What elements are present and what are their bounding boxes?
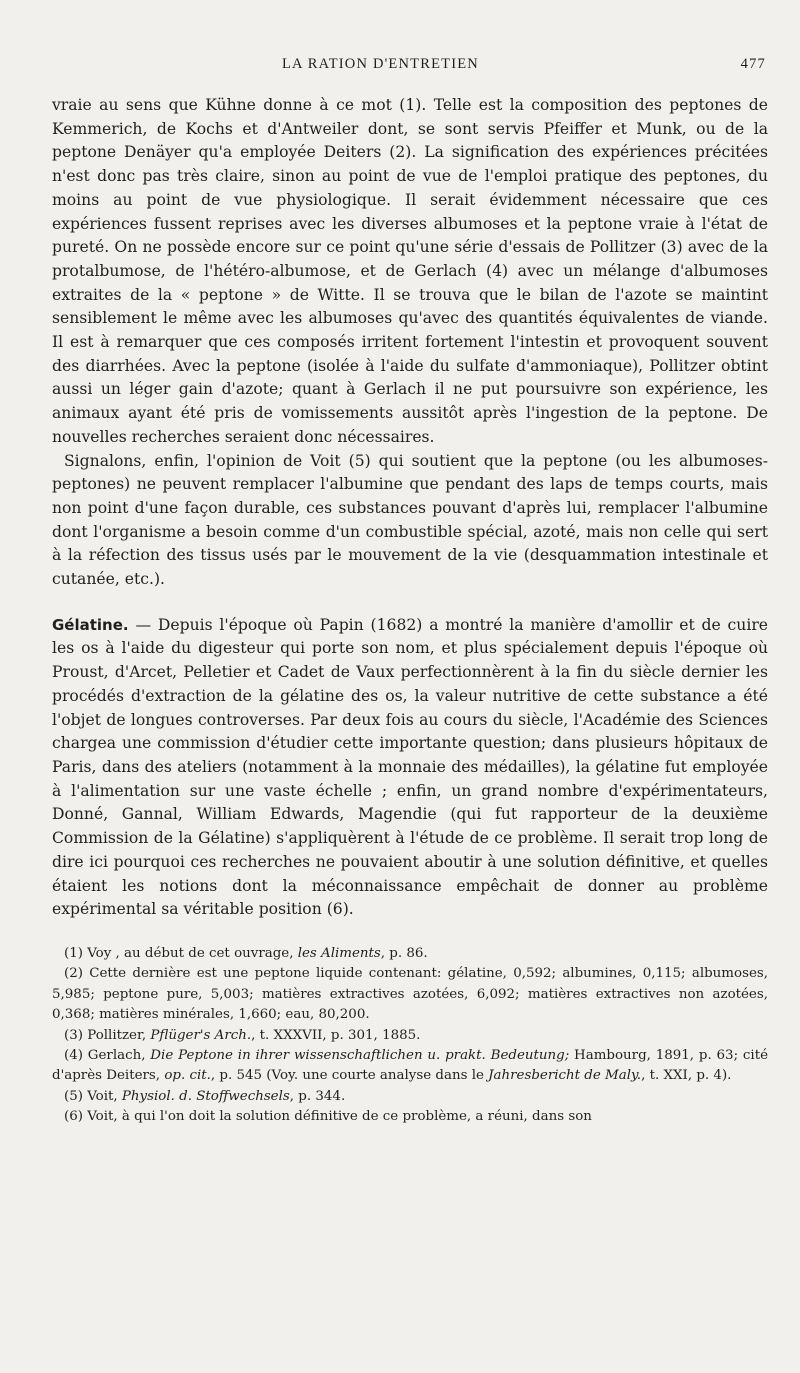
- footnote-4-opcit: op. cit.: [164, 1068, 211, 1084]
- section-heading-gelatine: Gélatine.: [52, 615, 129, 634]
- footnote-4-tail: , t. XXI, p. 4).: [641, 1068, 732, 1084]
- paragraph-voit-opinion: Signalons, enfin, l'opinion de Voit (5) qui soutient que la peptone (ou les albumoses-peptones) ne peuvent remplacer l'albumine que pendant des laps de temps courts, mais non point d'une façon durable, ces substances pouvant d'après lui, remplacer l'albumine dont l'organisme a besoin comme d'un combustible spécial, azoté, mais non celle qui sert à la réfection des tissus usés par le mouvement de la vie (desquammation intestinale et cutanée, etc.).: [52, 451, 768, 589]
- footnote-3-ref: , t. XXXVII, p. 301, 1885.: [251, 1027, 421, 1043]
- paragraph-peptones: vraie au sens que Kühne donne à ce mot (1). Telle est la composition des peptones de Kemmerich, de Kochs et d'Antweiler dont, se sont servis Pfeiffer et Munk, ou de la peptone Denäyer qu'a employée Deiters (2). La signification des expériences précitées n'est donc pas très claire, sinon au point de vue de l'emploi pratique des peptones, du moins au point de vue physiologique. Il serait évidemment nécessaire que ces expériences fussent reprises avec les diverses albumoses et la peptone vraie à l'état de pureté. On ne possède encore sur ce point qu'une série d'essais de Pollitzer (3) avec de la protalbumose, de l'hétéro-albumose, et de Gerlach (4) avec un mélange d'albumoses extraites de la « peptone » de Witte. Il se trouva que le bilan de l'azote se maintint sensiblement le même avec les albumoses qu'avec des quantités équivalentes de viande. Il est à remarquer que ces composés irritent fortement l'intestin et provoquent souvent des diarrhées. Avec la peptone (isolée à l'aide du sulfate d'ammoniaque), Pollitzer obtint aussi un léger gain d'azote; quant à Gerlach il ne put poursuivre son expérience, les animaux ayant été pris de vomissements aussitôt après l'ingestion de la peptone. De nouvelles recherches seraient donc nécessaires.: [52, 96, 768, 446]
- footnote-5: [52, 1087, 768, 1107]
- footnote-4-ref: Hambourg, 1891, p. 63; cité d'après Deiters,: [52, 1047, 769, 1084]
- gelatine-text: — Depuis l'époque où Papin (1682) a montré la manière d'amollir et de cuire les os à l'aide du digesteur qui porte son nom, et plus spécialement depuis l'époque où Proust, d'Arcet, Pelletier et Cadet de Vaux perfectionnèrent à la fin du siècle dernier les procédés d'extraction de la gélatine des os, la valeur nutritive de cette substance a été l'objet de longues controverses. Par deux fois au cours du siècle, l'Académie des Sciences chargea une commission d'étudier cette importante question; dans plusieurs hôpitaux de Paris, dans des ateliers (notamment à la monnaie des médailles), la gélatine fut employée à l'alimentation sur une vaste échelle ; enfin, un grand nombre d'expérimentateurs, Donné, Gannal, William Edwards, Magendie (qui fut rapporteur de la deuxième Commission de la Gélatine) s'appliquèrent à l'étude de ce problème. Il serait trop long de dire ici pourquoi ces recherches ne pouvaient aboutir à une solution définitive, et quelles étaient les notions dont la méconnaissance empêchait de donner au problème expérimental sa véritable position (6).: [52, 615, 768, 919]
- book-page: [52, 56, 768, 1128]
- main-text: [52, 94, 768, 922]
- footnote-3-title: Pflüger's Arch.: [150, 1027, 252, 1043]
- footnote-4-title: Die Peptone in ihrer wissenschaftlichen u. prakt. Bedeutung;: [150, 1047, 570, 1063]
- footnote-5-ref: , p. 344.: [289, 1088, 346, 1104]
- footnotes: [52, 944, 768, 1128]
- paragraph-gelatine: [52, 614, 768, 922]
- page-header: [52, 56, 768, 78]
- footnote-4-text: (4) Gerlach,: [64, 1047, 151, 1063]
- running-title: LA RATION D'ENTRETIEN: [282, 56, 479, 72]
- footnote-2: (2) Cette dernière est une peptone liquide contenant: gélatine, 0,592; albumines, 0,115; albumoses, 5,985; peptone pure, 5,003; matières extractives azotées, 6,092; matières extractives non azotées, 0,368; matières minérales, 1,660; eau, 80,200.: [52, 966, 768, 1023]
- section-spacer: [52, 592, 768, 614]
- page-number: 477: [740, 56, 766, 72]
- footnote-5-text: (5) Voit,: [64, 1088, 122, 1104]
- footnote-6: (6) Voit, à qui l'on doit la solution définitive de ce problème, a réuni, dans son: [64, 1109, 592, 1125]
- footnote-1-title: les Aliments: [297, 945, 381, 961]
- footnote-1-ref: , p. 86.: [380, 945, 428, 961]
- footnote-4-journal: Jahresbericht de Maly.: [488, 1068, 642, 1084]
- footnote-4: [52, 1046, 768, 1087]
- footnote-1: [52, 944, 768, 964]
- footnote-3: [52, 1026, 768, 1046]
- footnote-3-text: (3) Pollitzer,: [64, 1027, 151, 1043]
- footnote-1-text: (1) Voy , au début de cet ouvrage,: [64, 945, 298, 961]
- footnote-4-note: , p. 545 (Voy. une courte analyse dans le: [210, 1068, 489, 1084]
- footnote-5-title: Physiol. d. Stoffwechsels: [121, 1088, 290, 1104]
